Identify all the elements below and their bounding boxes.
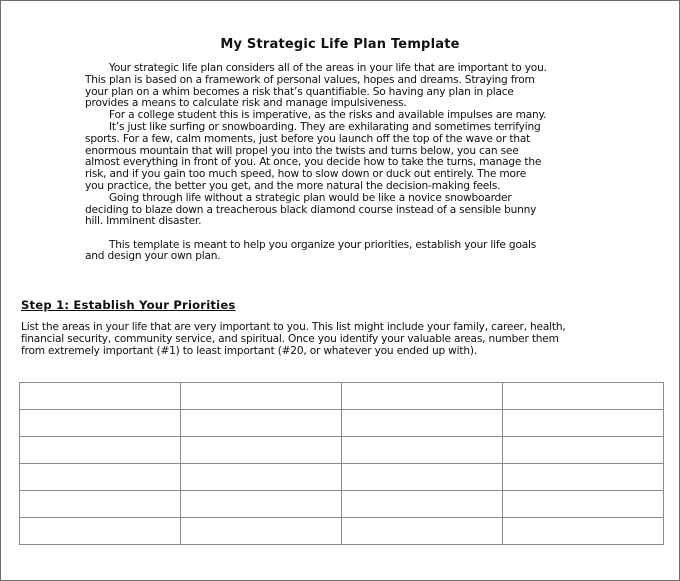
table-cell[interactable] (181, 518, 342, 545)
intro-paragraph: Your strategic life plan considers all of the areas in your life that are important to you. This plan is based on a framework of personal values, hopes and dreams. Straying from your plan on a whim becomes a risk that’s quantifiable. So having any plan in place provides a means to calculate risk and manage impulsiveness. (85, 62, 547, 110)
table-cell[interactable] (20, 410, 181, 437)
table-cell[interactable] (503, 491, 664, 518)
table-cell[interactable] (503, 437, 664, 464)
table-cell[interactable] (20, 518, 181, 545)
intro-section (85, 63, 547, 263)
step-1-instructions: List the areas in your life that are very important to you. This list might include your family, career, health, financial security, community service, and spiritual. Once you identify your valuable areas, number them from extremely important (#1) to least important (#20, or whatever you ended up with). (21, 321, 566, 357)
table-row (20, 383, 664, 410)
table-cell[interactable] (503, 410, 664, 437)
table-cell[interactable] (342, 491, 503, 518)
table-row (20, 464, 664, 491)
table-cell[interactable] (503, 464, 664, 491)
table-row (20, 491, 664, 518)
intro-paragraph: This template is meant to help you organize your priorities, establish your life goals and design your own plan. (85, 238, 537, 263)
table-cell[interactable] (503, 518, 664, 545)
table-cell[interactable] (181, 410, 342, 437)
step-1-heading: Step 1: Establish Your Priorities (21, 298, 236, 312)
table-row (20, 410, 664, 437)
table-cell[interactable] (181, 491, 342, 518)
table-cell[interactable] (20, 464, 181, 491)
table-cell[interactable] (20, 383, 181, 410)
table-cell[interactable] (342, 464, 503, 491)
table-cell[interactable] (342, 383, 503, 410)
document-title: My Strategic Life Plan Template (220, 37, 460, 52)
table-row (20, 518, 664, 545)
table-cell[interactable] (20, 437, 181, 464)
table-cell[interactable] (503, 383, 664, 410)
table-row (20, 437, 664, 464)
intro-paragraph: Going through life without a strategic plan would be like a novice snowboarder deciding to blaze down a treacherous black diamond course instead of a sensible bunny hill. Imminent disaster. (85, 191, 537, 228)
intro-paragraph: For a college student this is imperative, as the risks and available impulses are many. (109, 109, 547, 122)
table-cell[interactable] (342, 518, 503, 545)
intro-paragraph: It’s just like surfing or snowboarding. They are exhilarating and sometimes terrifying sports. For a few, calm moments, just before you launch off the top of the wave or that enormous mountain that will propel you into the twists and turns below, you can see almost everything in front of you. At once, you decide how to take the turns, manage the risk, and if you gain too much speed, how to slow down or duck out entirely. The more you practice, the better you get, and the more natural the decision-making feels. (85, 120, 542, 192)
table-cell[interactable] (342, 410, 503, 437)
table-cell[interactable] (181, 464, 342, 491)
table-cell[interactable] (20, 491, 181, 518)
table-cell[interactable] (181, 437, 342, 464)
table-cell[interactable] (342, 437, 503, 464)
priorities-table (19, 382, 664, 545)
table-cell[interactable] (181, 383, 342, 410)
